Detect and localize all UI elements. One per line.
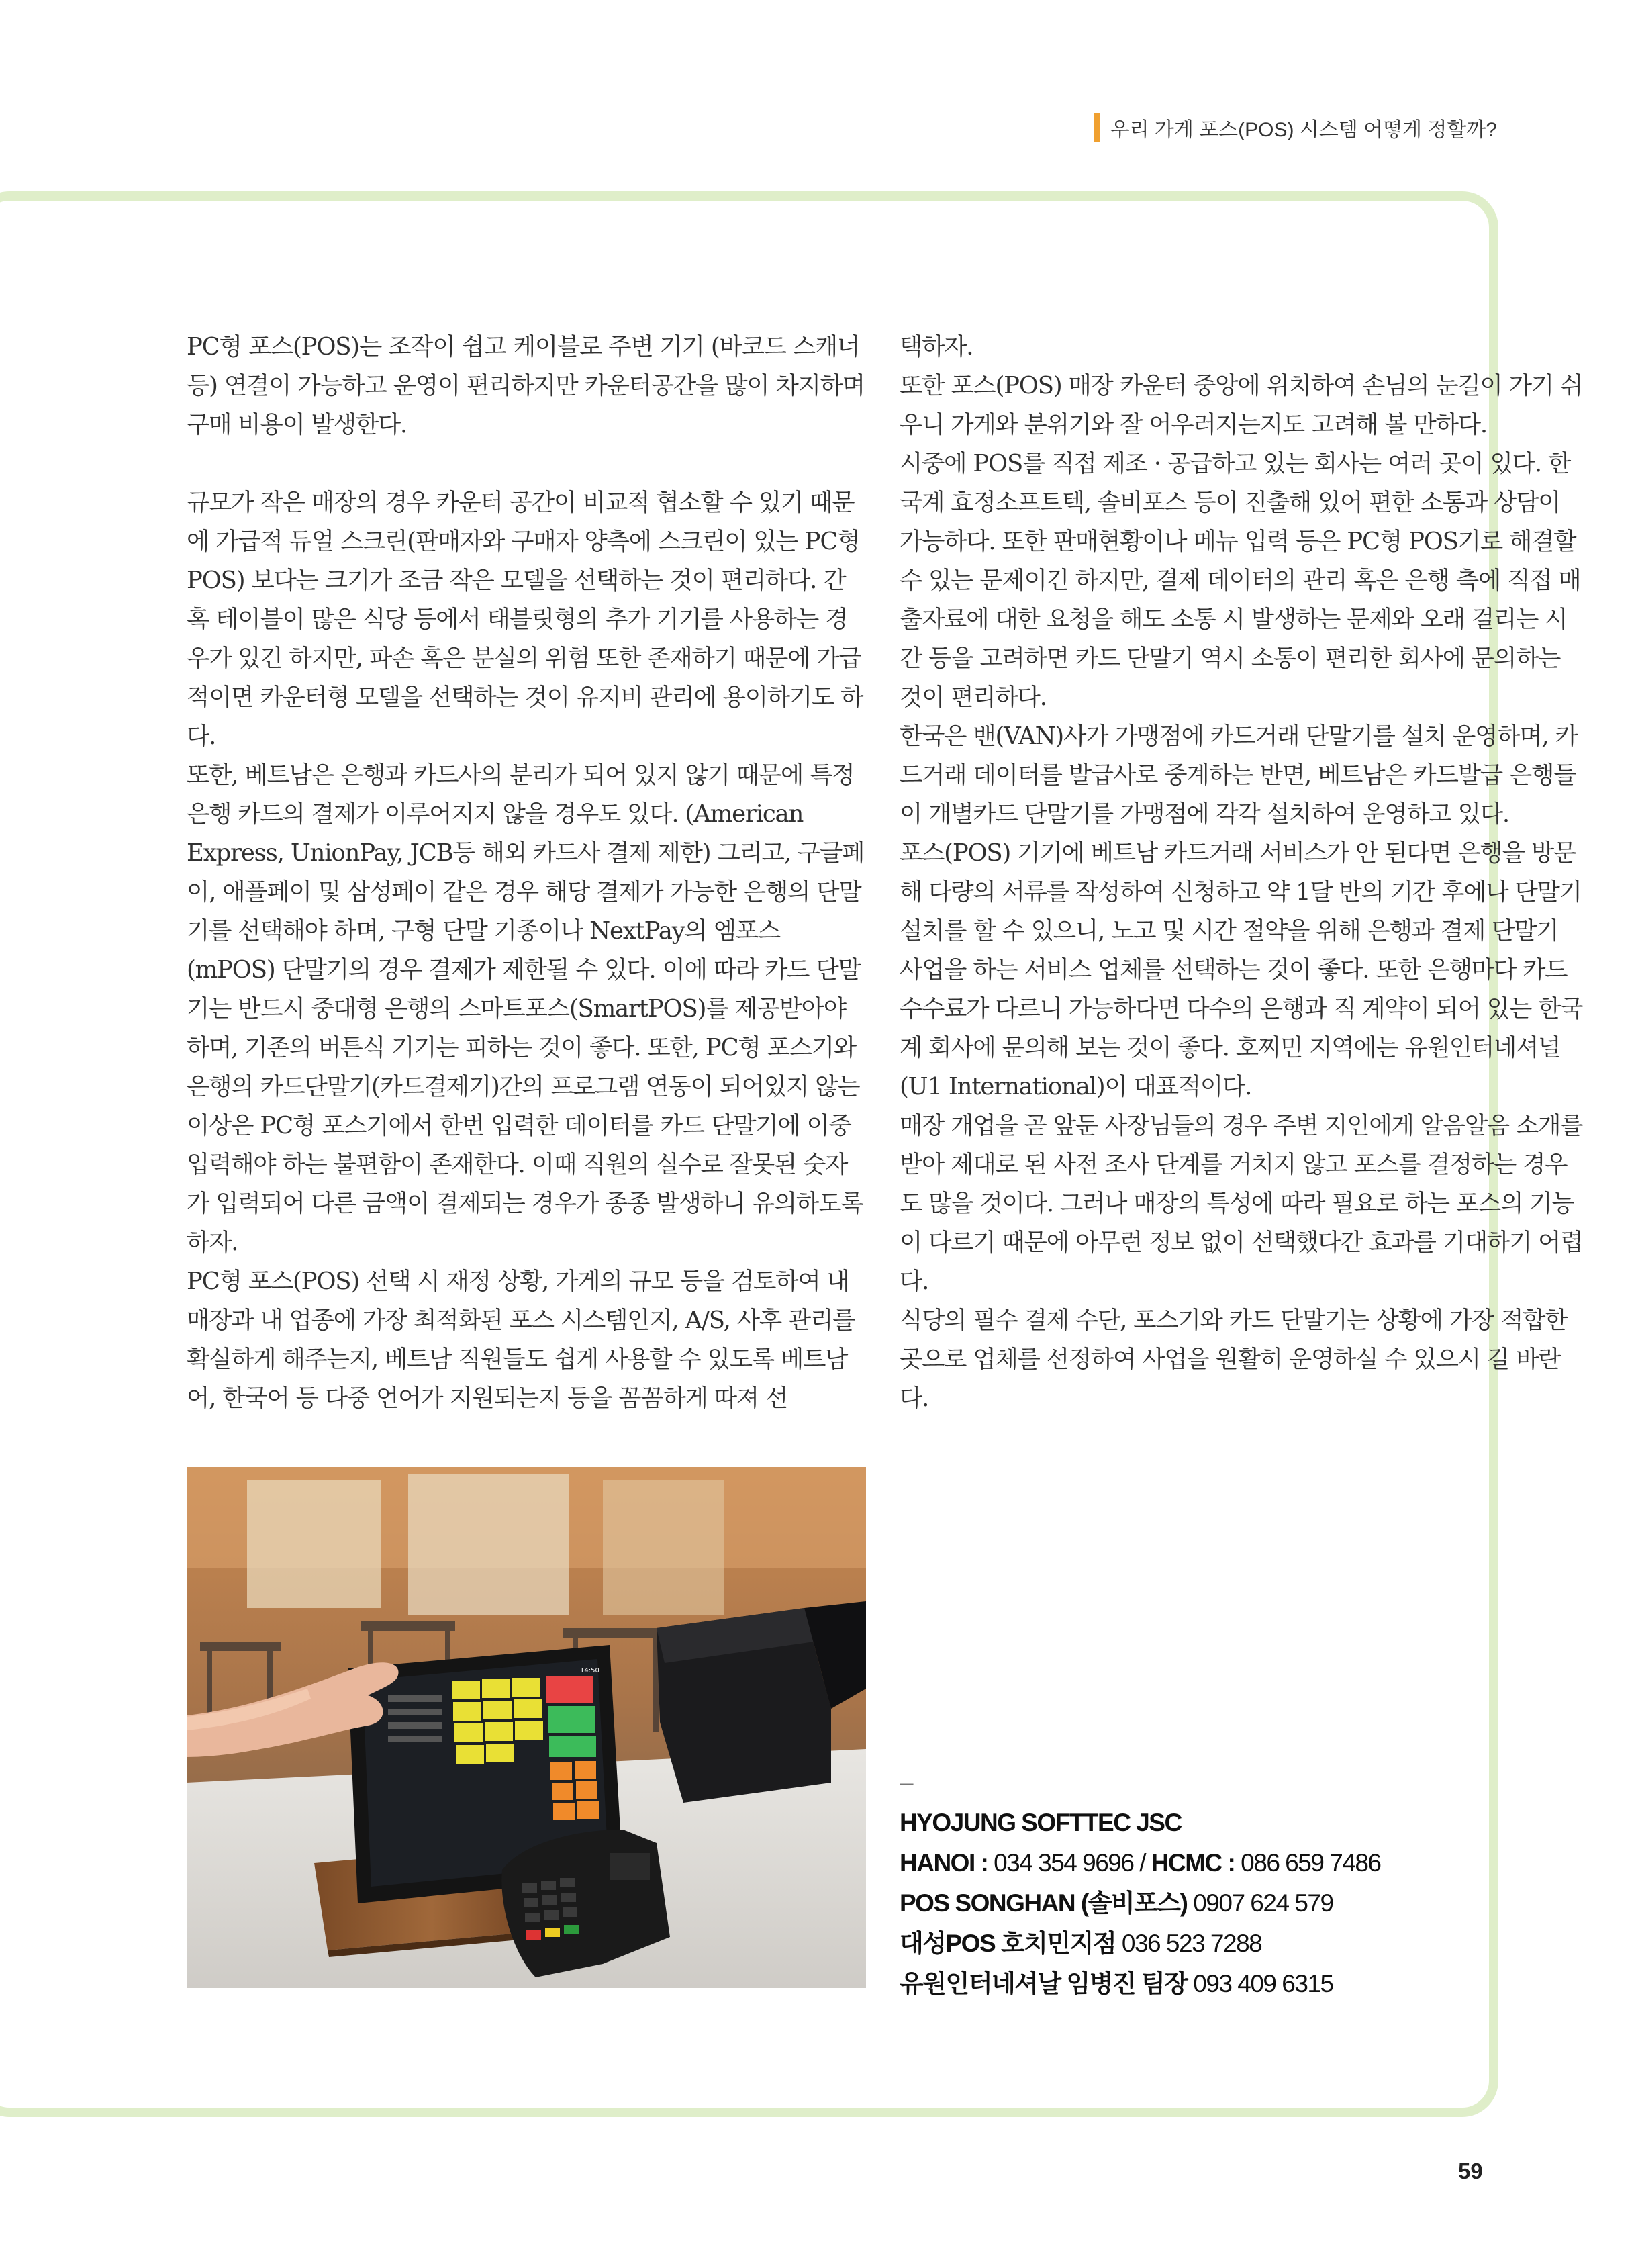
paragraph: PC형 포스(POS)는 조작이 쉽고 케이블로 주변 기기 (바코드 스캐너 등) 연결이 가능하고 운영이 편리하지만 카운터공간을 많이 차지하며 구매 비용이 발생한다. xyxy=(187,333,865,438)
hanoi-phone: 034 354 9696 / xyxy=(994,1849,1146,1877)
contact-line-daesung xyxy=(900,1924,1381,1964)
hanoi-label: HANOI : xyxy=(900,1849,988,1877)
page-number: 59 xyxy=(1458,2159,1483,2183)
paragraph: 또한 포스(POS) 매장 카운터 중앙에 위치하여 손님의 눈길이 가기 쉬우니 가게와 분위기와 잘 어우러지는지도 고려해 볼 만하다. xyxy=(900,372,1583,438)
paragraph: 시중에 POS를 직접 제조 · 공급하고 있는 회사는 여러 곳이 있다. 한국계 효정소프트텍, 솔비포스 등이 진출해 있어 편한 소통과 상담이 가능하다. 또한 판매현황이나 메뉴 입력 등은 PC형 POS기로 해결할 수 있는 문제이긴 하지만, 결제 데이터의 관리 혹은 은행 측에 직접 매출자료에 대한 요청을 해도 소통 시 발생하는 문제와 오래 걸리는 시간 등을 고려하면 카드 단말기 역시 소통이 편리한 회사에 문의하는 것이 편리하다. xyxy=(900,450,1581,711)
left-column xyxy=(187,328,865,1418)
paragraph: 규모가 작은 매장의 경우 카운터 공간이 비교적 협소할 수 있기 때문에 가급적 듀얼 스크린(판매자와 구매자 양측에 스크린이 있는 PC형 POS) 보다는 크기가 조금 작은 모델을 선택하는 것이 편리하다. 간혹 테이블이 많은 식당 등에서 태블릿형의 추가 기기를 사용하는 경우가 있긴 하지만, 파손 혹은 분실의 위험 또한 존재하기 때문에 가급적이면 카운터형 모델을 선택하는 것이 유지비 관리에 용이하기도 하다. xyxy=(187,489,863,750)
header-accent-bar xyxy=(1094,113,1100,142)
paragraph-gap xyxy=(187,444,865,483)
songhan-label: POS SONGHAN (솔비포스) xyxy=(900,1889,1188,1917)
paragraph: 또한, 베트남은 은행과 카드사의 분리가 되어 있지 않기 때문에 특정 은행 카드의 결제가 이루어지지 않을 경우도 있다. (American Express, UnionPay, JCB등 해외 카드사 결제 제한) 그리고, 구글페이, 애플페이 및 삼성페이 같은 경우 해당 결제가 가능한 은행의 단말기를 선택해야 하며, 구형 단말 기종이나 NextPay의 엠포스(mPOS) 단말기의 경우 결제가 제한될 수 있다. 이에 따라 카드 단말기는 반드시 중대형 은행의 스마트포스(SmartPOS)를 제공받아야 하며, 기존의 버튼식 기기는 피하는 것이 좋다. 또한, PC형 포스기와 은행의 카드단말기(카드결제기)간의 프로그램 연동이 되어있지 않는 이상은 PC형 포스기에서 한번 입력한 데이터를 카드 단말기에 이중 입력해야 하는 불편함이 존재한다. 이때 직원의 실수로 잘못된 숫자가 입력되어 다른 금액이 결제되는 경우가 종종 발생하니 유의하도록 하자. xyxy=(187,761,865,1256)
contact-line-hanoi-hcmc xyxy=(900,1843,1381,1883)
u1-phone: 093 409 6315 xyxy=(1193,1970,1333,1997)
paragraph: 포스(POS) 기기에 베트남 카드거래 서비스가 안 된다면 은행을 방문해 다량의 서류를 작성하여 신청하고 약 1달 반의 기간 후에나 단말기 설치를 할 수 있으니, 노고 및 시간 절약을 위해 은행과 결제 단말기 사업을 하는 서비스 업체를 선택하는 것이 좋다. 또한 은행마다 카드 수수료가 다르니 가능하다면 다수의 은행과 직 계약이 되어 있는 한국계 회사에 문의해 보는 것이 좋다. 호찌민 지역에는 유원인터네셔널(U1 International)이 대표적이다. xyxy=(900,839,1583,1100)
u1-label: 유원인터네셔날 임병진 팀장 xyxy=(900,1970,1188,1997)
contact-line-u1 xyxy=(900,1964,1381,2004)
running-header xyxy=(1094,113,1497,142)
songhan-phone: 0907 624 579 xyxy=(1193,1889,1333,1917)
daesung-phone: 036 523 7288 xyxy=(1121,1930,1262,1957)
pos-screen-time: 14:50 xyxy=(580,1667,599,1674)
paragraph: 식당의 필수 결제 수단, 포스기와 카드 단말기는 상황에 가장 적합한 곳으로 업체를 선정하여 사업을 원활히 운영하실 수 있으시 길 바란다. xyxy=(900,1307,1568,1412)
contact-block xyxy=(900,1762,1381,2004)
paragraph: PC형 포스(POS) 선택 시 재정 상황, 가게의 규모 등을 검토하여 내 매장과 내 업종에 가장 최적화된 포스 시스템인지, A/S, 사후 관리를 확실하게 해주는지, 베트남 직원들도 쉽게 사용할 수 있도록 베트남어, 한국어 등 다중 언어가 지원되는지 등을 꼼꼼하게 따져 선 xyxy=(187,1268,855,1412)
header-title: 우리 가게 포스(POS) 시스템 어떻게 정할까? xyxy=(1110,119,1497,141)
company-name: HYOJUNG SOFTTEC JSC xyxy=(900,1809,1182,1836)
pos-photo xyxy=(187,1467,866,1988)
contact-line-songhan xyxy=(900,1883,1381,1924)
paragraph: 한국은 밴(VAN)사가 가맹점에 카드거래 단말기를 설치 운영하며, 카드거래 데이터를 발급사로 중계하는 반면, 베트남은 카드발급 은행들이 개별카드 단말기를 가맹점에 각각 설치하여 운영하고 있다. xyxy=(900,722,1578,828)
right-column xyxy=(900,328,1584,1418)
paragraph: 매장 개업을 곧 앞둔 사장님들의 경우 주변 지인에게 알음알음 소개를 받아 제대로 된 사전 조사 단계를 거치지 않고 포스를 결정하는 경우도 많을 것이다. 그러나 매장의 특성에 따라 필요로 하는 포스의 기능이 다르기 때문에 아무런 정보 없이 선택했다간 효과를 기대하기 어렵다. xyxy=(900,1112,1583,1295)
hcmc-phone: 086 659 7486 xyxy=(1241,1849,1381,1877)
hcmc-label: HCMC : xyxy=(1151,1849,1235,1877)
contact-dash: – xyxy=(900,1768,913,1796)
daesung-label: 대성POS 호치민지점 xyxy=(900,1930,1116,1957)
paragraph: 택하자. xyxy=(900,333,973,361)
